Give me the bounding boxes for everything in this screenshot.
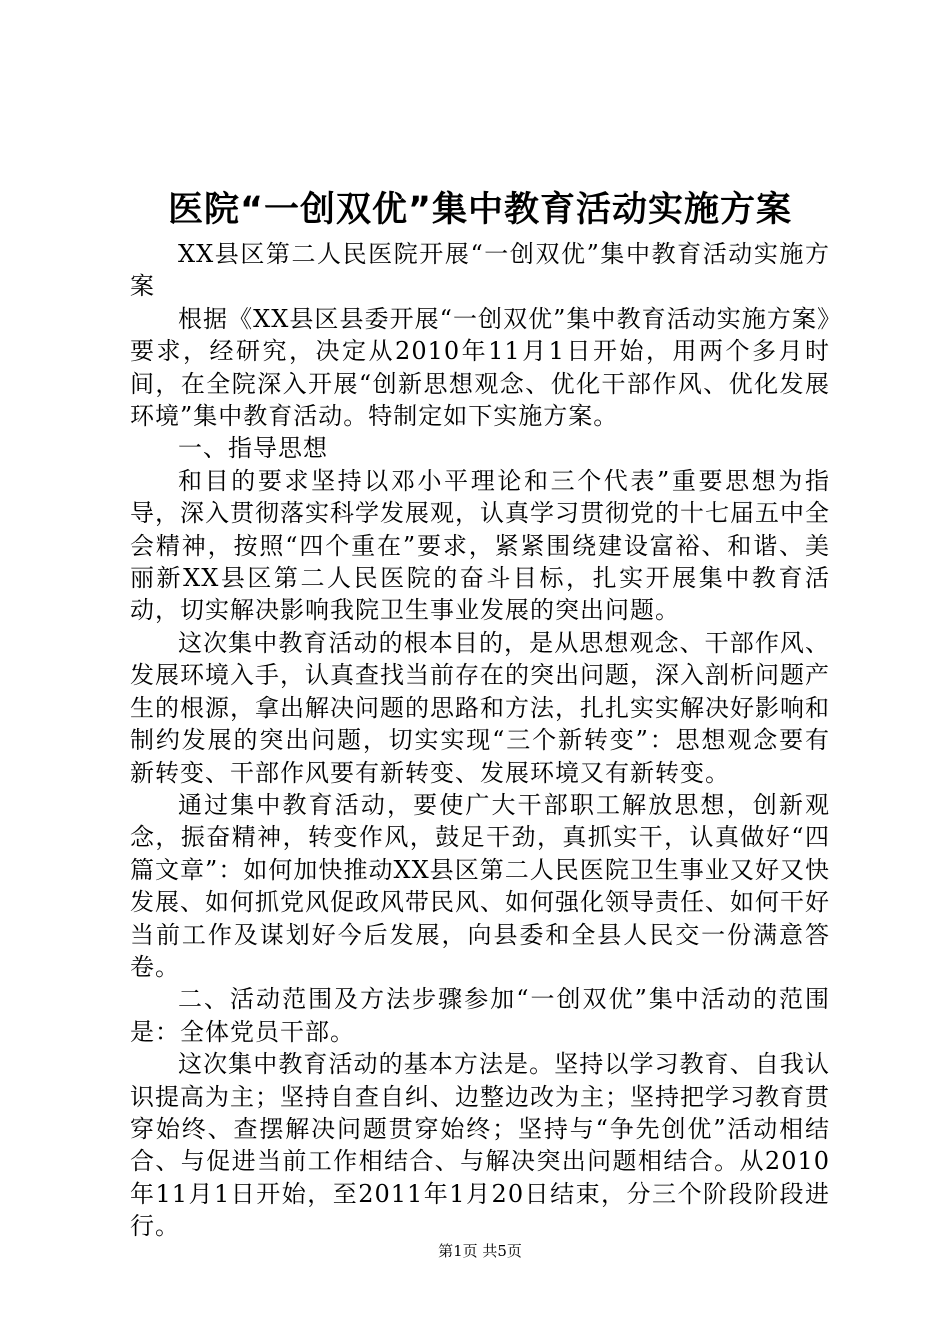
paragraph-heading-line: XX县区第二人民医院开展“一创双优”集中教育活动实施方案 <box>130 240 830 301</box>
section-heading-scope-methods: 二、活动范围及方法步骤参加“一创双优”集中活动的范围是：全体党员干部。 <box>130 985 830 1046</box>
section-heading-guiding-thought: 一、指导思想 <box>178 434 328 463</box>
paragraph-purpose: 这次集中教育活动的根本目的，是从思想观念、干部作风、发展环境入手，认真查找当前存在的突出问题，深入剖析问题产生的根源，拿出解决问题的思路和方法，扎扎实实解决好影响和制约发展的突出问题，切实实现“三个新转变”：思想观念要有新转变、干部作风要有新转变、发展环境又有新转变。 <box>130 628 830 787</box>
paragraph-four-articles: 通过集中教育活动，要使广大干部职工解放思想，创新观念，振奋精神，转变作风，鼓足干劲，真抓实干，认真做好“四篇文章”：如何加快推动XX县区第二人民医院卫生事业又好又快发展、如何抓党风促政风带民风、如何强化领导责任、如何干好当前工作及谋划好今后发展，向县委和全县人民交一份满意答卷。 <box>130 790 830 981</box>
document-page <box>130 0 830 1344</box>
paragraph-basis: 根据《XX县区县委开展“一创双优”集中教育活动实施方案》要求，经研究，决定从2010年11月1日开始，用两个多月时间，在全院深入开展“创新思想观念、优化干部作风、优化发展环境”集中教育活动。特制定如下实施方案。 <box>130 304 830 431</box>
paragraph-basic-methods: 这次集中教育活动的基本方法是。坚持以学习教育、自我认识提高为主；坚持自查自纠、边整边改为主；坚持把学习教育贯穿始终、查摆解决问题贯穿始终；坚持与“争先创优”活动相结合、与促进当前工作相结合、与解决突出问题相结合。从2010年11月1日开始，至2011年1月20日结束，分三个阶段阶段进行。 <box>130 1050 830 1241</box>
page-number-footer: 第1页 共5页 <box>438 1242 522 1260</box>
document-body <box>130 238 830 1243</box>
document-title: 医院“一创双优”集中教育活动实施方案 <box>167 190 792 230</box>
paragraph-goals: 和目的要求坚持以邓小平理论和三个代表”重要思想为指导，深入贯彻落实科学发展观，认真学习贯彻党的十七届五中全会精神，按照“四个重在”要求，紧紧围绕建设富裕、和谐、美丽新XX县区第二人民医院的奋斗目标，扎实开展集中教育活动，切实解决影响我院卫生事业发展的突出问题。 <box>130 466 830 625</box>
